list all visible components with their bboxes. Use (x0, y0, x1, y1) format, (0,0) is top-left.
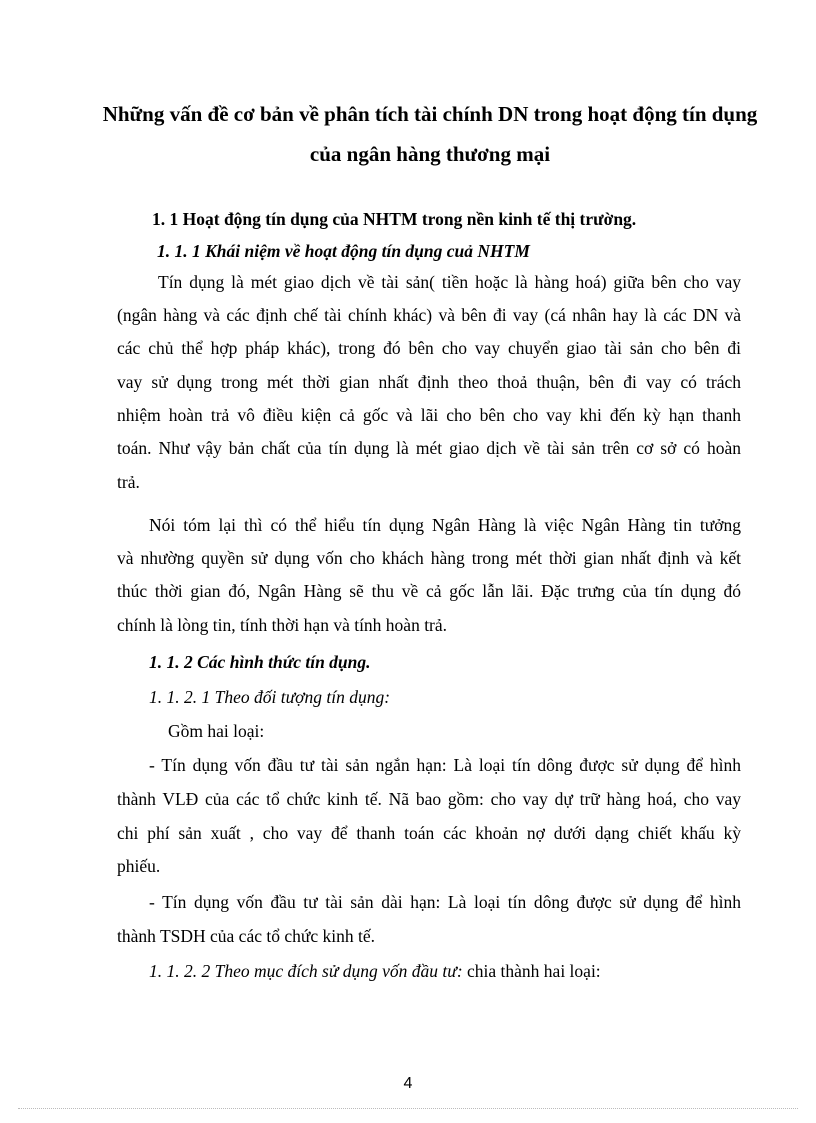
list-intro: Gồm hai loại: (168, 721, 265, 741)
section-heading-1-1-2-2-tail: chia thành hai loại: (462, 961, 601, 981)
paragraph-line: chính là lòng tin, tính thời hạn và tính hoàn trả. (117, 615, 448, 635)
list-item-line: phiếu. (117, 856, 161, 876)
paragraph-line: các chủ thể hợp pháp khác), trong đó bên cho vay chuyển giao tài sản cho bên đi (117, 338, 741, 358)
paragraph-line: nhiệm hoàn trả vô điều kiện cả gốc và lãi cho bên cho vay khi đến kỳ hạn thanh (117, 405, 741, 425)
list-item-line: thành VLĐ của các tổ chức kinh tế. Nã bao gồm: cho vay dự trữ hàng hoá, cho vay (117, 789, 741, 809)
paragraph-line: thúc thời gian đó, Ngân Hàng sẽ thu về cả gốc lẫn lãi. Đặc trưng của tín dụng đó (117, 581, 741, 601)
page-number: 4 (403, 1075, 413, 1092)
paragraph-line: toán. Như vậy bản chất của tín dụng là mét giao dịch về tài sản trên cơ sở có hoàn (117, 438, 741, 458)
list-item-line: - Tín dụng vốn đầu tư tài sản ngắn hạn: Là loại tín dông được sử dụng để hình (149, 755, 741, 775)
paragraph-line: vay sử dụng trong mét thời gian nhất định theo thoả thuận, bên đi vay có trách (117, 372, 741, 392)
section-heading-1-1-2-2-line (149, 960, 601, 982)
list-item-line: - Tín dụng vốn đầu tư tài sản dài hạn: Là loại tín dông được sử dụng để hình (149, 892, 741, 912)
section-heading-1-1-2-1: 1. 1. 2. 1 Theo đối tượng tín dụng: (149, 687, 391, 707)
paragraph-line: và nhường quyền sử dụng vốn cho khách hàng trong mét thời gian nhất định và kết (117, 548, 741, 568)
footer-divider (18, 1108, 798, 1109)
paragraph-line: Nói tóm lại thì có thể hiểu tín dụng Ngân Hàng là việc Ngân Hàng tin tưởng (149, 515, 741, 535)
section-heading-1-1-1: 1. 1. 1 Khái niệm về hoạt động tín dụng cuả NHTM (157, 241, 530, 261)
paragraph-line: Tín dụng là mét giao dịch về tài sản( tiền hoặc là hàng hoá) giữa bên cho vay (158, 272, 741, 292)
paragraph-line: trả. (117, 472, 140, 492)
list-item-line: chi phí sản xuất , cho vay để thanh toán các khoản nợ dưới dạng chiết khấu kỳ (117, 823, 741, 843)
section-heading-1-1: 1. 1 Hoạt động tín dụng của NHTM trong nền kinh tế thị trường. (152, 209, 637, 229)
list-item-line: thành TSDH của các tổ chức kinh tế. (117, 926, 375, 946)
section-heading-1-1-2: 1. 1. 2 Các hình thức tín dụng. (149, 652, 371, 672)
section-heading-1-1-2-2: 1. 1. 2. 2 Theo mục đích sử dụng vốn đầu tư: (149, 961, 463, 981)
document-title: Những vấn đề cơ bản về phân tích tài chính DN trong hoạt động tín dụng của ngân hàng thương mại (102, 102, 758, 166)
paragraph-line: (ngân hàng và các định chế tài chính khác) và bên đi vay (cá nhân hay là các DN và (117, 305, 741, 325)
